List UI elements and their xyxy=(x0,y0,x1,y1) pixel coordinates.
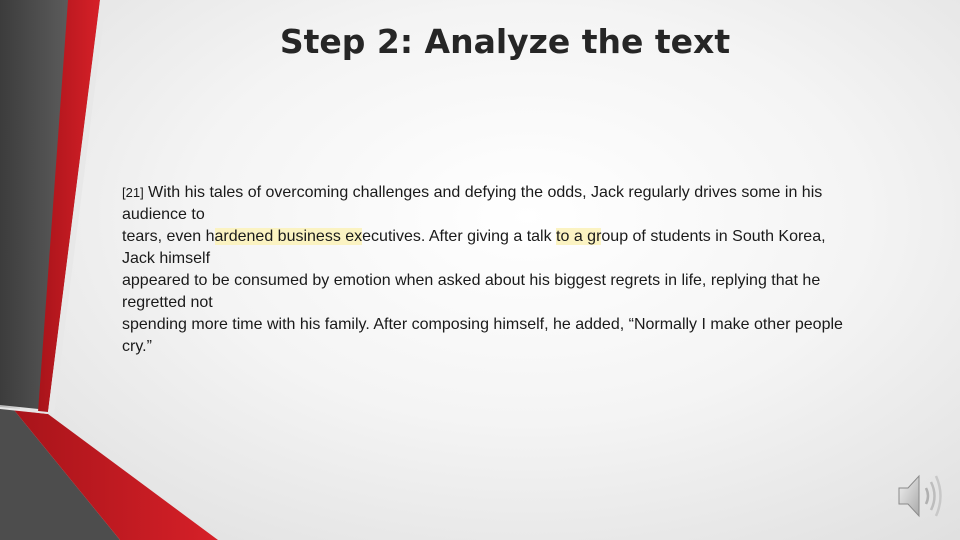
highlighted-text: ardened business ex xyxy=(214,228,363,245)
passage-line-4 xyxy=(122,248,942,270)
passage-text: spending more time with his family. After composing himself, he added, “Normally I make other people xyxy=(122,316,843,333)
passage-line-7 xyxy=(122,314,942,336)
passage-text: With his tales of overcoming challenges and defying the odds, Jack regularly drives some in his xyxy=(143,184,823,201)
quoted-passage xyxy=(122,182,942,358)
passage-line-6 xyxy=(122,292,942,314)
speaker-icon[interactable] xyxy=(895,470,945,522)
passage-line-2 xyxy=(122,204,942,226)
highlighted-text: to a gr xyxy=(556,228,602,245)
passage-line-5 xyxy=(122,270,942,292)
passage-text: appeared to be consumed by emotion when asked about his biggest regrets in life, replying that he xyxy=(122,272,821,289)
passage-text: tears, even h xyxy=(122,228,215,245)
passage-text: oup of students in South Korea, xyxy=(601,228,826,245)
passage-text: cry.” xyxy=(122,338,152,355)
passage-line-3 xyxy=(122,226,942,248)
slide-title: Step 2: Analyze the text xyxy=(279,22,731,61)
passage-text: Jack himself xyxy=(122,250,211,267)
reference-marker: [21] xyxy=(122,185,144,200)
passage-line-1 xyxy=(122,182,942,204)
passage-text: ecutives. After giving a talk xyxy=(362,228,557,245)
passage-line-8 xyxy=(122,336,942,358)
passage-text: regretted not xyxy=(122,294,213,311)
passage-text: audience to xyxy=(122,206,205,223)
